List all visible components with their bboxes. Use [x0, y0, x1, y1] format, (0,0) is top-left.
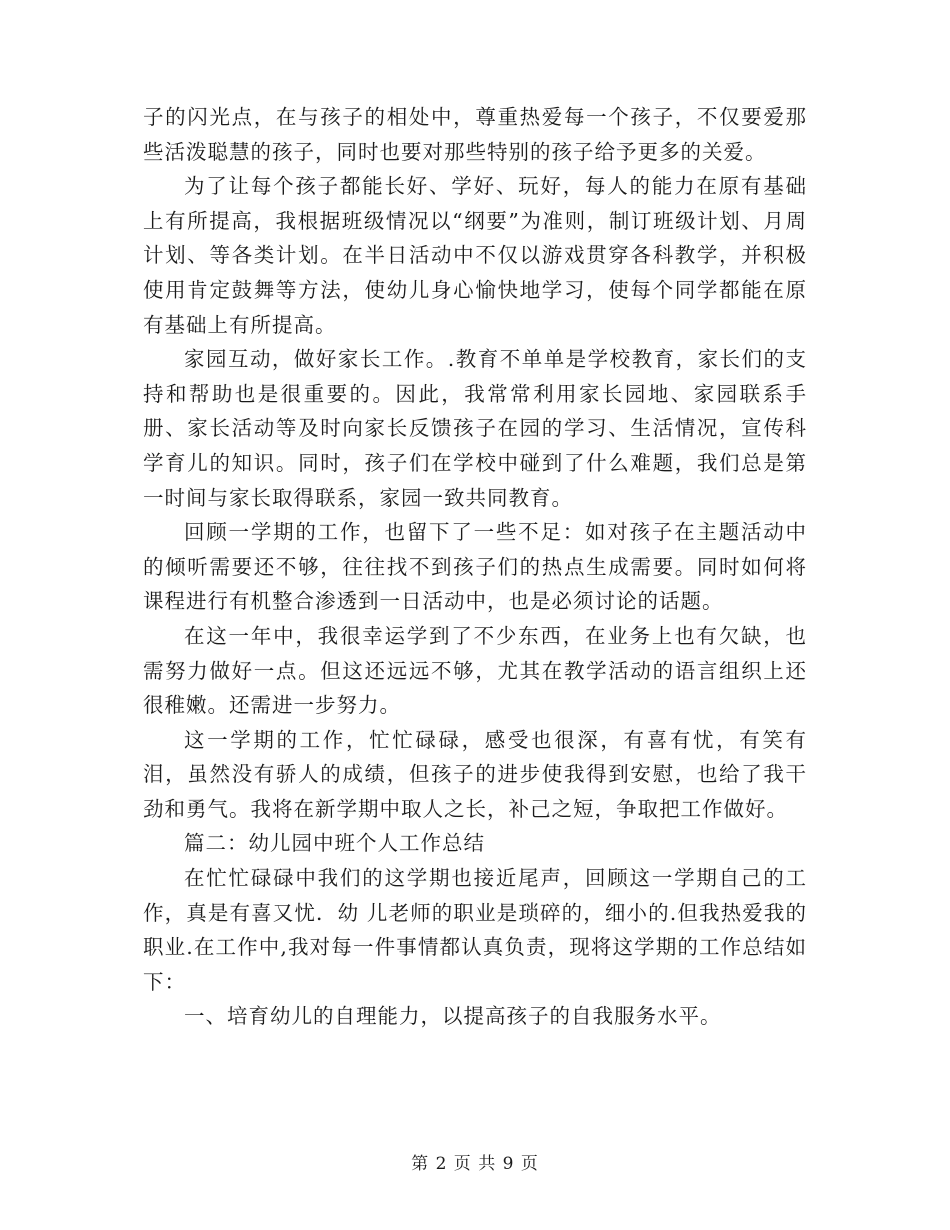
paragraph-parents: 家园互动，做好家长工作。.教育不单单是学校教育，家长们的支持和帮助也是很重要的。因此，我常常利用家长园地、家园联系手册、家长活动等及时向家长反馈孩子在园的学习、生活情况，宣传科学育儿的知识。同时，孩子们在学校中碰到了什么难题，我们总是第一时间与家长取得联系，家园一致共同教育。 [143, 347, 807, 510]
paragraph-plan: 为了让每个孩子都能长好、学好、玩好，每人的能力在原有基础上有所提高，我根据班级情况以“纲要”为准则，制订班级计划、月周计划、等各类计划。在半日活动中不仅以游戏贯穿各科教学，并积极使用肯定鼓舞等方法，使幼儿身心愉快地学习，使每个同学都能在原有基础上有所提高。 [143, 174, 807, 337]
paragraph-intro: 在忙忙碌碌中我们的这学期也接近尾声，回顾这一学期自己的工作，真是有喜又忧．幼 儿老师的职业是琐碎的，细小的.但我热爱我的职业.在工作中,我对每一件事情都认真负责，现将这学期的工作总结如下： [143, 866, 807, 994]
paragraph-review: 回顾一学期的工作，也留下了一些不足：如对孩子在主题活动中的倾听需要还不够，往往找不到孩子们的热点生成需要。同时如何将课程进行有机整合渗透到一日活动中，也是必须讨论的话题。 [143, 520, 807, 614]
page-footer: 第 2 页 共 9 页 [411, 1154, 539, 1174]
paragraph-learning: 在这一年中，我很幸运学到了不少东西，在业务上也有欠缺，也需努力做好一点。但这还远远不够，尤其在教学活动的语言组织上还很稚嫩。还需进一步努力。 [143, 623, 807, 718]
subsection-heading: 一、培育幼儿的自理能力，以提高孩子的自我服务水平。 [184, 1004, 722, 1029]
document-body [143, 100, 807, 1034]
paragraph-continued: 子的闪光点，在与孩子的相处中，尊重热爱每一个孩子，不仅要爱那些活泼聪慧的孩子，同时也要对那些特别的孩子给予更多的关爱。 [143, 105, 807, 164]
paragraph-summary: 这一学期的工作，忙忙碌碌，感受也很深，有喜有忧，有笑有泪，虽然没有骄人的成绩，但孩子的进步使我得到安慰，也给了我干劲和勇气。我将在新学期中取人之长，补己之短，争取把工作做好。 [143, 727, 807, 821]
section-heading: 篇二：幼儿园中班个人工作总结 [184, 831, 485, 856]
